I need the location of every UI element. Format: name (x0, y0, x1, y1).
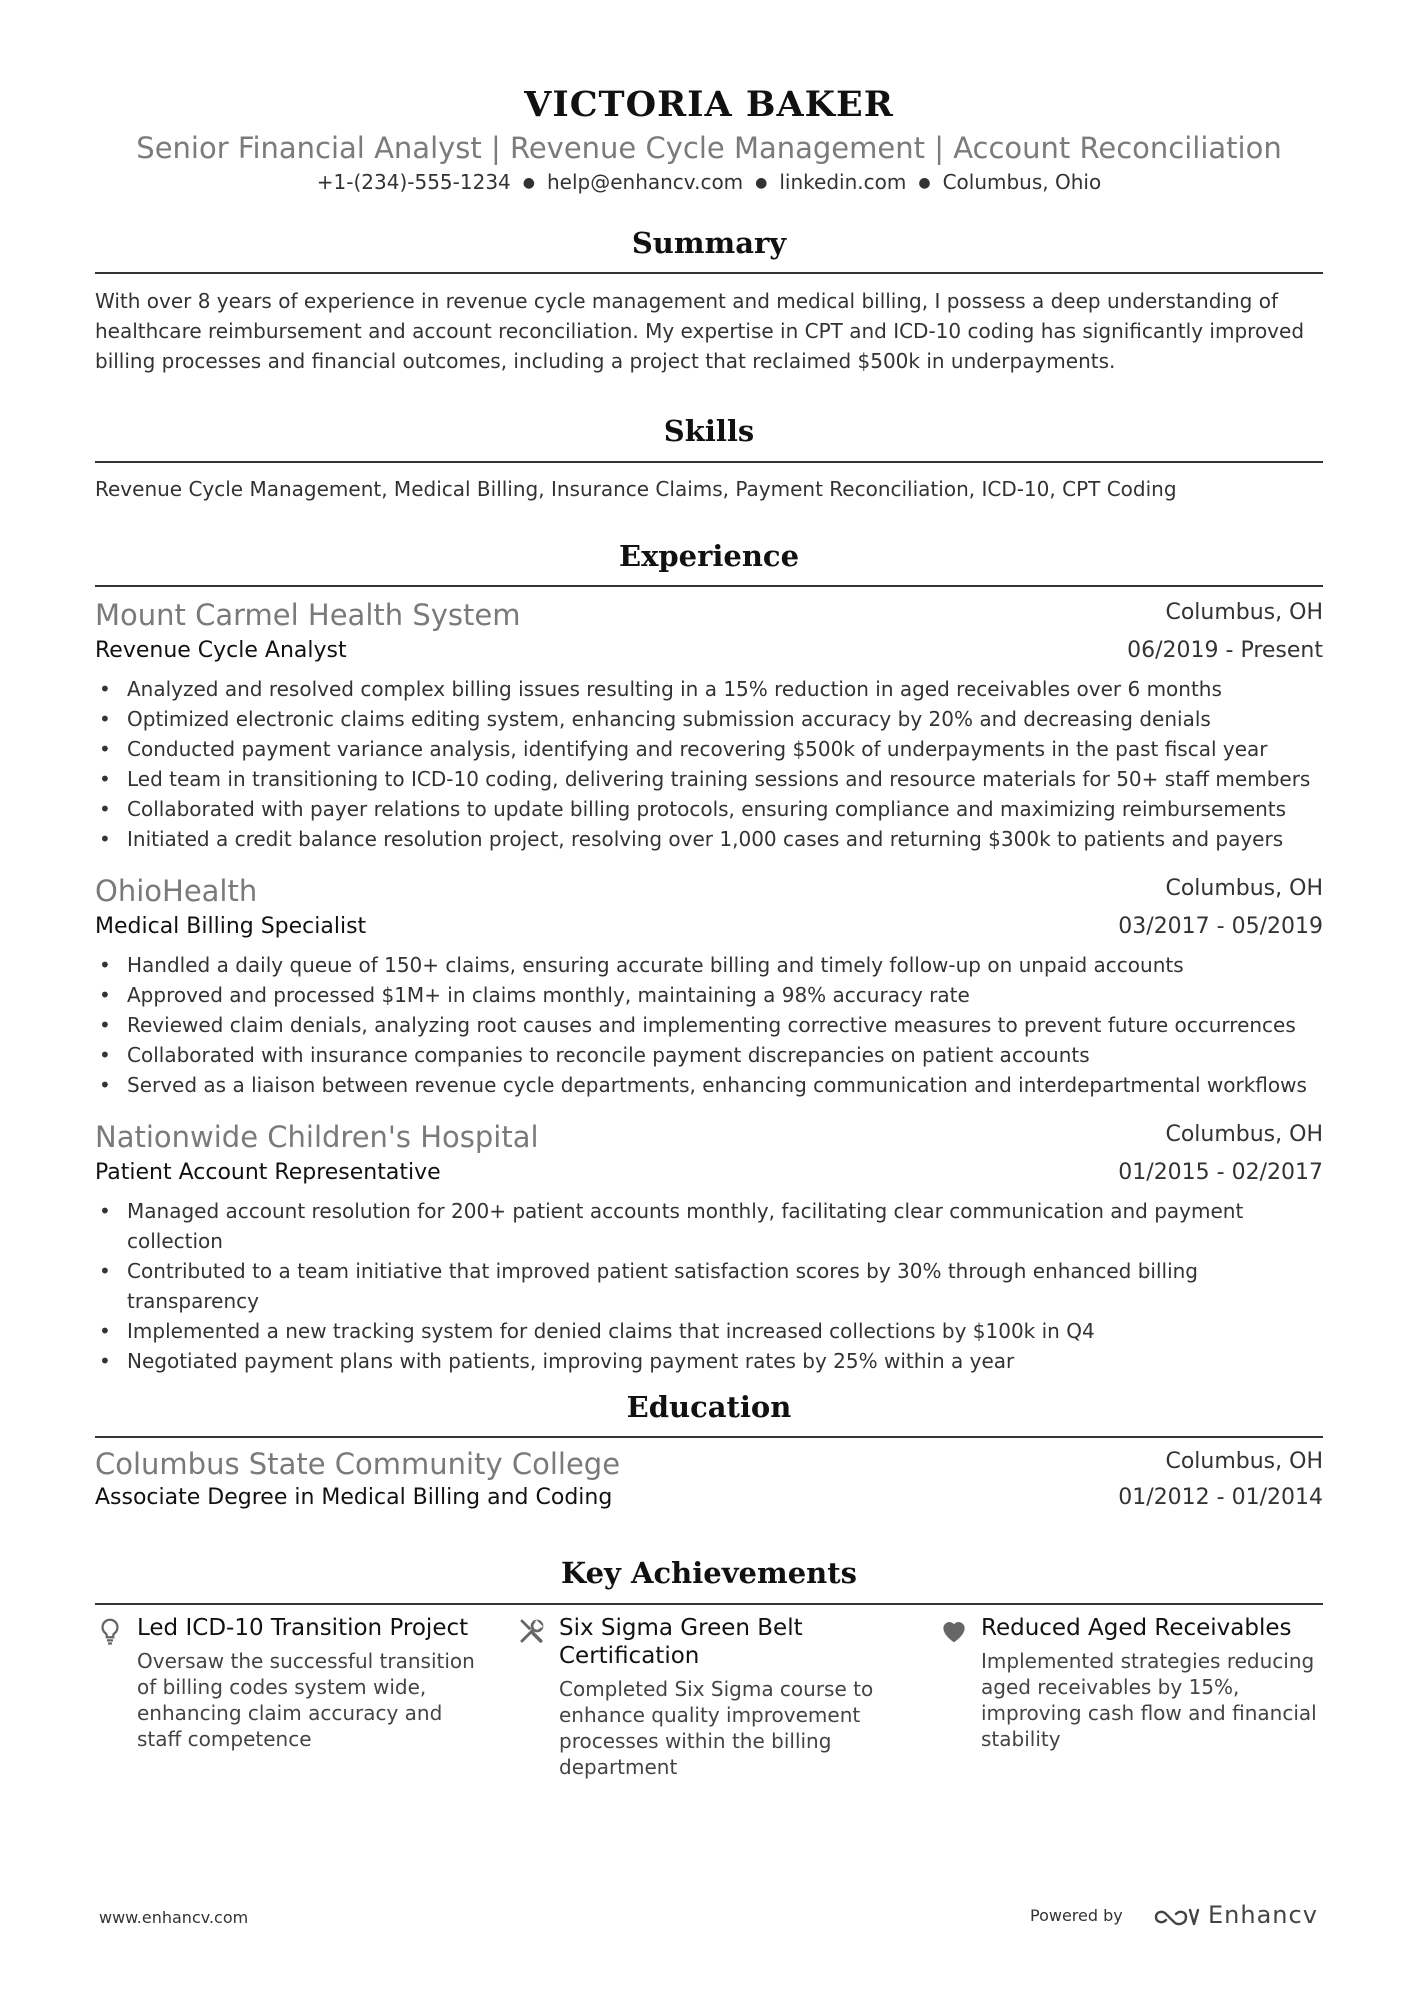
job-location: Columbus, OH (1165, 600, 1323, 625)
job-dates: 03/2017 - 05/2019 (1118, 914, 1323, 939)
achievement-description: Implemented strategies reducing aged receivables by 15%, improving cash flow and financial stability (981, 1649, 1317, 1751)
education-school: Columbus State Community College (95, 1447, 621, 1481)
job-bullet: • Managed account resolution for 200+ patient accounts monthly, facilitating clear communication and payment collection (95, 1196, 1323, 1256)
candidate-name: VICTORIA BAKER (524, 84, 894, 125)
education-degree: Associate Degree in Medical Billing and Coding (95, 1485, 613, 1510)
achievement-item (939, 1614, 1319, 1752)
job-role: Medical Billing Specialist (95, 914, 367, 939)
section-title-summary: Summary (631, 226, 787, 260)
contact-phone: +1-(234)-555-1234 (316, 170, 511, 194)
achievement-title: Six Sigma Green Belt Certification (559, 1615, 803, 1669)
job-dates: 01/2015 - 02/2017 (1118, 1160, 1323, 1185)
job-bullet: • Contributed to a team initiative that improved patient satisfaction scores by 30% through enhanced billing transparency (95, 1256, 1323, 1316)
candidate-headline: Senior Financial Analyst | Revenue Cycle Management | Account Reconciliation (136, 131, 1282, 165)
bullet-separator: ● (755, 175, 768, 191)
section-divider (95, 1436, 1323, 1438)
job-bullet: • Optimized electronic claims editing system, enhancing submission accuracy by 20% and decreasing denials (95, 704, 1323, 734)
summary-text: With over 8 years of experience in revenue cycle management and medical billing, I possess a deep understanding of healthcare reimbursement and account reconciliation. My expertise in CPT and ICD-10 coding has significantly improved billing processes and financial outcomes, including a project that reclaimed $500k in underpayments. (95, 289, 1305, 373)
wrench-screwdriver-icon (517, 1616, 547, 1646)
job-role: Revenue Cycle Analyst (95, 638, 347, 663)
lightbulb-icon (95, 1616, 125, 1646)
job-bullet: • Served as a liaison between revenue cycle departments, enhancing communication and interdepartmental workflows (95, 1070, 1323, 1100)
section-title-experience: Experience (618, 539, 800, 573)
education-location: Columbus, OH (1165, 1449, 1323, 1474)
job-company: Mount Carmel Health System (95, 598, 521, 632)
job-bullet: • Collaborated with payer relations to update billing protocols, ensuring compliance and maximizing reimbursements (95, 794, 1323, 824)
contact-line (95, 170, 1323, 194)
footer-website[interactable]: www.enhancv.com (99, 1908, 249, 1927)
skills-text: Revenue Cycle Management, Medical Billing, Insurance Claims, Payment Reconciliation, ICD-10, CPT Coding (95, 477, 1177, 501)
footer-brand (1030, 1898, 1330, 1938)
job-bullets (95, 674, 1323, 854)
achievement-item (95, 1614, 475, 1752)
job-bullets (95, 950, 1323, 1100)
job-bullet: • Handled a daily queue of 150+ claims, ensuring accurate billing and timely follow-up on unpaid accounts (95, 950, 1323, 980)
section-title-skills: Skills (663, 414, 755, 448)
contact-website[interactable]: linkedin.com (779, 170, 907, 194)
enhancv-logo-icon (1150, 1904, 1200, 1930)
achievement-title: Reduced Aged Receivables (981, 1615, 1292, 1641)
job-dates: 06/2019 - Present (1127, 638, 1323, 663)
achievement-description: Completed Six Sigma course to enhance quality improvement processes within the billing department (559, 1677, 874, 1779)
job-location: Columbus, OH (1165, 876, 1323, 901)
section-title-achievements: Key Achievements (561, 1556, 857, 1590)
job-company: Nationwide Children's Hospital (95, 1120, 539, 1154)
job-bullets (95, 1196, 1323, 1376)
education-dates: 01/2012 - 01/2014 (1118, 1485, 1323, 1510)
section-divider (95, 585, 1323, 587)
achievement-description: Oversaw the successful transition of billing codes system wide, enhancing claim accuracy and staff competence (137, 1649, 475, 1751)
job-bullet: • Implemented a new tracking system for denied claims that increased collections by $100k in Q4 (95, 1316, 1323, 1346)
section-title-education: Education (626, 1390, 792, 1424)
job-bullet: • Analyzed and resolved complex billing issues resulting in a 15% reduction in aged receivables over 6 months (95, 674, 1323, 704)
job-bullet: • Led team in transitioning to ICD-10 coding, delivering training sessions and resource materials for 50+ staff members (95, 764, 1323, 794)
bullet-separator: ● (522, 175, 535, 191)
job-bullet: • Negotiated payment plans with patients, improving payment rates by 25% within a year (95, 1346, 1323, 1376)
bullet-separator: ● (918, 175, 931, 191)
section-divider (95, 1603, 1323, 1605)
job-bullet: • Collaborated with insurance companies to reconcile payment discrepancies on patient accounts (95, 1040, 1323, 1070)
job-role: Patient Account Representative (95, 1160, 441, 1185)
job-bullet: • Initiated a credit balance resolution project, resolving over 1,000 cases and returning $300k to patients and payers (95, 824, 1323, 854)
contact-location: Columbus, Ohio (942, 170, 1102, 194)
job-company: OhioHealth (95, 874, 258, 908)
job-bullet: • Conducted payment variance analysis, identifying and recovering $500k of underpayments in the past fiscal year (95, 734, 1323, 764)
powered-by-label: Powered by (1030, 1906, 1123, 1925)
heart-icon (939, 1616, 969, 1646)
brand-name: Enhancv (1208, 1901, 1318, 1929)
achievement-item (517, 1614, 897, 1780)
achievement-title: Led ICD-10 Transition Project (137, 1615, 469, 1641)
job-location: Columbus, OH (1165, 1122, 1323, 1147)
section-divider (95, 272, 1323, 274)
job-bullet: • Approved and processed $1M+ in claims monthly, maintaining a 98% accuracy rate (95, 980, 1323, 1010)
job-bullet: • Reviewed claim denials, analyzing root causes and implementing corrective measures to prevent future occurrences (95, 1010, 1323, 1040)
contact-email[interactable]: help@enhancv.com (546, 170, 744, 194)
section-divider (95, 461, 1323, 463)
